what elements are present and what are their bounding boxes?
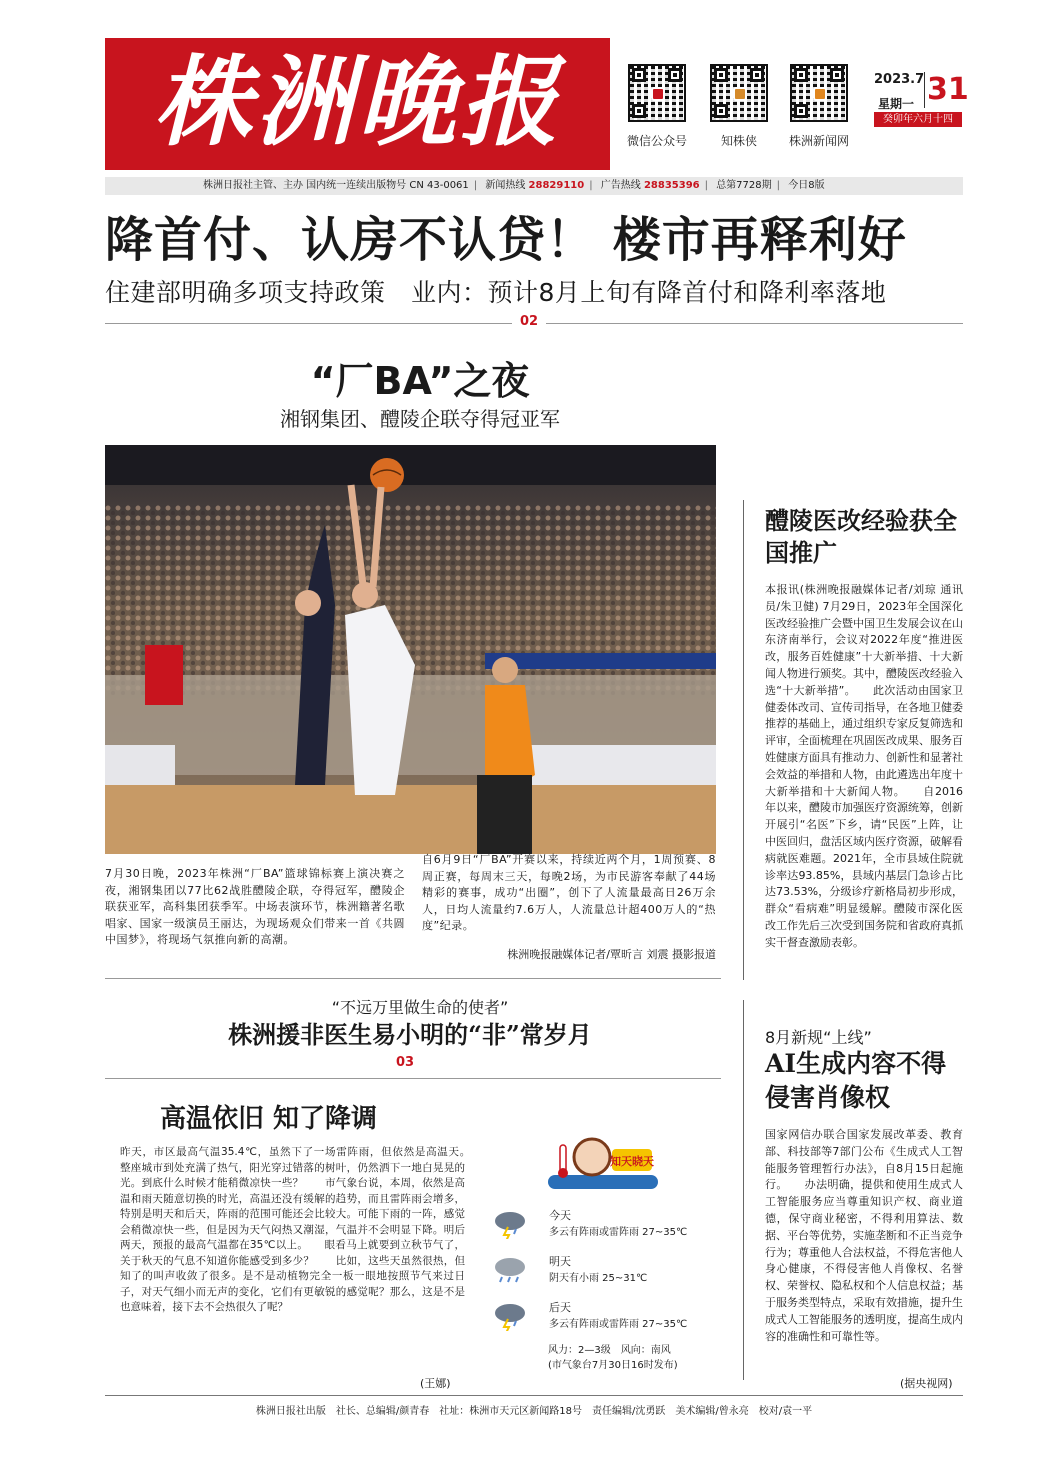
forecast-day: 后天 <box>549 1301 571 1314</box>
photo-credit: 株洲晚报融媒体记者/覃昕言 刘震 摄影报道 <box>507 948 716 961</box>
publisher-info: 株洲日报社主管、主办 国内统一连续出版物号 CN 43-0061 <box>203 180 469 191</box>
column-divider <box>743 1000 744 1380</box>
ai-rules-body: 国家网信办联合国家发展改革委、教育部、科技部等7部门公布《生成式人工智能服务管理暂行办法》，自8月15日起施行。 办法明确，提供和使用生成式人工智能服务应当尊重知识产权、商业道德，保守商业秘密，不得利用算法、数据、平台等优势，实施垄断和不正当竞争行为；尊重他人合法权益，不得危害他人身心健康，不得侵害他人肖像权、名誉权、荣誉权、隐私权和个人信息权益；基于服务类型特点，采取有效措施，提升生成式人工智能服务的透明度，提高生成内容的准确性和可靠性等。 <box>765 1128 963 1343</box>
medical-reform-body: 本报讯(株洲晚报融媒体记者/刘琼 通讯员/朱卫健) 7月29日，2023年全国深化医改经验推广会暨中国卫生发展会议在山东济南举行，会议对2022年度“推进医改，服务百姓健康”十大新举措、十大新闻人物进行颁奖。其中，醴陵医改经验入选“十大新举措”。 此次活动由国家卫健委体改司、宣传司指导，在各地卫健委推荐的基础上，通过组织专家反复筛选和评审，全面梳理在巩固医改成果、服务百姓健康方面具有推动力、创新性和显著社会效益的举措和人物，由此遴选出年度十大新举措和十大新闻人物。 自2016年以来，醴陵市加强医疗资源统筹，创新开展引“名医”下乡，请“民医”上阵，让中医回归，盘活区域内医疗资源，破解看病就医难题。2021年，全市县域住院就诊率达93.85%，县域内基层门急诊占比达73.53%，分级诊疗新格局初步形成，群众“看病难”明显缓解。醴陵市深化医改工作先后三次受到国务院和省政府真抓实干督查激励表彰。 <box>765 583 963 949</box>
basketball-photo <box>105 445 716 854</box>
forecast-day: 今天 <box>549 1209 571 1222</box>
weather-badge-text: 知天晓天 <box>610 1155 654 1168</box>
photo-caption-right: 自6月9日“厂BA”开赛以来，持续近两个月，1周预赛、8周正赛，每周末三天，每晚2场，为市民游客奉献了44场精彩的赛事，成功“出圈”，创下了人流量最高日26万余人，日均人流量约7.6万人，人流量总计超400万人的“热度”纪录。 <box>422 853 716 932</box>
qr-block-wechat[interactable] <box>628 64 686 122</box>
issue-number: 总第7728期 <box>716 180 772 191</box>
qr-label-zhizhuxia: 知株侠 <box>720 134 757 148</box>
divider <box>105 978 721 979</box>
ai-rules-title[interactable]: AI生成内容不得侵害肖像权 <box>765 1049 947 1112</box>
wind-info: 风力：2—3级 风向：南风 <box>548 1345 671 1356</box>
ai-rules-credit: (据央视网) <box>900 1377 953 1390</box>
lunar-date: 癸卯年六月十四 <box>874 112 962 127</box>
basketball-subtitle: 湘钢集团、醴陵企联夺得冠亚军 <box>280 407 560 431</box>
masthead <box>105 38 610 170</box>
photo-caption-left: 7月30日晚，2023年株洲“厂BA”篮球锦标赛上演决赛之夜，湘钢集团以77比62战胜醴陵企联，夺得冠军，醴陵企联获亚军，高科集团获季军。中场表演环节，株洲籍著名歌唱家、国家一级演员王丽达，为现场观众们带来一首《共圆中国梦》，将现场气氛推向新的高潮。 <box>105 867 405 946</box>
news-hotline: 28829110 <box>528 180 585 191</box>
forecast-today <box>492 1207 722 1247</box>
weather-badge <box>548 1135 658 1193</box>
rain-cloud-icon <box>492 1255 528 1285</box>
divider <box>105 1395 963 1396</box>
news-hotline-label: 新闻热线 <box>485 180 526 191</box>
divider <box>105 1078 721 1079</box>
basketball-title[interactable]: “厂BA”之夜 <box>310 359 530 403</box>
newspaper-title: 株洲晚报 <box>153 45 562 160</box>
qr-code-icon <box>790 64 848 122</box>
date-divider <box>924 72 925 108</box>
forecast-desc: 多云有阵雨或雷阵雨 27~35℃ <box>549 1319 688 1330</box>
forecast-day: 明天 <box>549 1255 571 1268</box>
weather-story-body: 昨天，市区最高气温35.4℃，虽然下了一场雷阵雨，但依然是高温天。 整座城市到处充满了热气，阳光穿过错落的树叶，仍然洒下一地白晃晃的光。到底什么时候才能稍微凉快一些？ 市气象台说，本周，依然是高温和雨天随意切换的时光，高温还没有缓解的趋势，而且雷阵雨会增多，特别是明天和后天，阵雨的范围可能还会比较大。可能下雨的一阵，感觉会稍微凉快一些，但是因为天气闷热又潮湿，气温并不会明显下降。明后两天，预报的最高气温都在35℃以上。 眼看马上就要到立秋节气了，关于秋天的气息不知道你能感受到多少？ 比如，这些天虽然很热，但知了的叫声收敛了很多。是不是动植物完全一板一眼地按照节气来过日子，对天气细小而无声的变化，它们有更敏锐的感觉呢？那么，这是不是也意味着，接下去不会热很久了呢？ <box>120 1146 486 1313</box>
page-reference[interactable]: 03 <box>396 1055 415 1070</box>
qr-block-zhizhuxia[interactable] <box>710 64 768 122</box>
qr-block-news-site[interactable] <box>790 64 848 122</box>
lead-subhead: 住建部明确多项支持政策 业内：预计8月上旬有降首付和降利率落地 <box>105 278 887 307</box>
forecast-tomorrow <box>492 1253 722 1293</box>
weather-story-credit: (王娜) <box>420 1377 451 1390</box>
column-divider <box>743 500 744 980</box>
ad-hotline-label: 广告热线 <box>600 180 641 191</box>
forecast-desc: 多云有阵雨或雷阵雨 27~35℃ <box>549 1227 688 1238</box>
ai-rules-kicker: 8月新规“上线” <box>765 1028 872 1047</box>
qr-label-news-site: 株洲新闻网 <box>788 134 849 148</box>
date-year-month: 2023.7 <box>874 72 925 87</box>
weather-story-title[interactable]: 高温依旧 知了降调 <box>160 1104 378 1134</box>
info-bar: 株洲日报社主管、主办 国内统一连续出版物号 CN 43-0061 | 新闻热线 28829110 | 广告热线 28835396 | 总第7728期 | 今日8版 <box>105 177 963 195</box>
forecast-day-after <box>492 1299 722 1339</box>
page-reference[interactable]: 02 <box>512 314 546 329</box>
footer-credits: 株洲日报社出版 社长、总编辑/颜青春 社址：株洲市天元区新闻路18号 责任编辑/沈勇跃 美术编辑/曾永亮 校对/袁一平 <box>255 1406 813 1417</box>
basketball-photo-illustration <box>105 445 716 854</box>
qr-label-wechat: 微信公众号 <box>626 134 687 148</box>
date-weekday: 星期一 <box>878 97 915 111</box>
thunderstorm-icon <box>492 1209 528 1239</box>
weather-source: (市气象台7月30日16时发布) <box>548 1360 678 1371</box>
weather-badge-graphic <box>548 1135 658 1193</box>
medical-reform-title[interactable]: 醴陵医改经验获全国推广 <box>765 506 957 567</box>
forecast-desc: 阴天有小雨 25~31℃ <box>549 1273 648 1284</box>
qr-code-icon <box>710 64 768 122</box>
date-day: 31 <box>927 72 969 107</box>
thunderstorm-icon <box>492 1301 528 1331</box>
teaser-kicker: “不远万里做生命的使者” <box>331 998 509 1017</box>
ad-hotline: 28835396 <box>643 180 700 191</box>
page-count: 今日8版 <box>788 180 825 191</box>
lead-headline[interactable]: 降首付、认房不认贷！ 楼市再释利好 <box>105 212 907 268</box>
qr-code-icon <box>628 64 686 122</box>
teaser-title[interactable]: 株洲援非医生易小明的“非”常岁月 <box>228 1020 592 1049</box>
